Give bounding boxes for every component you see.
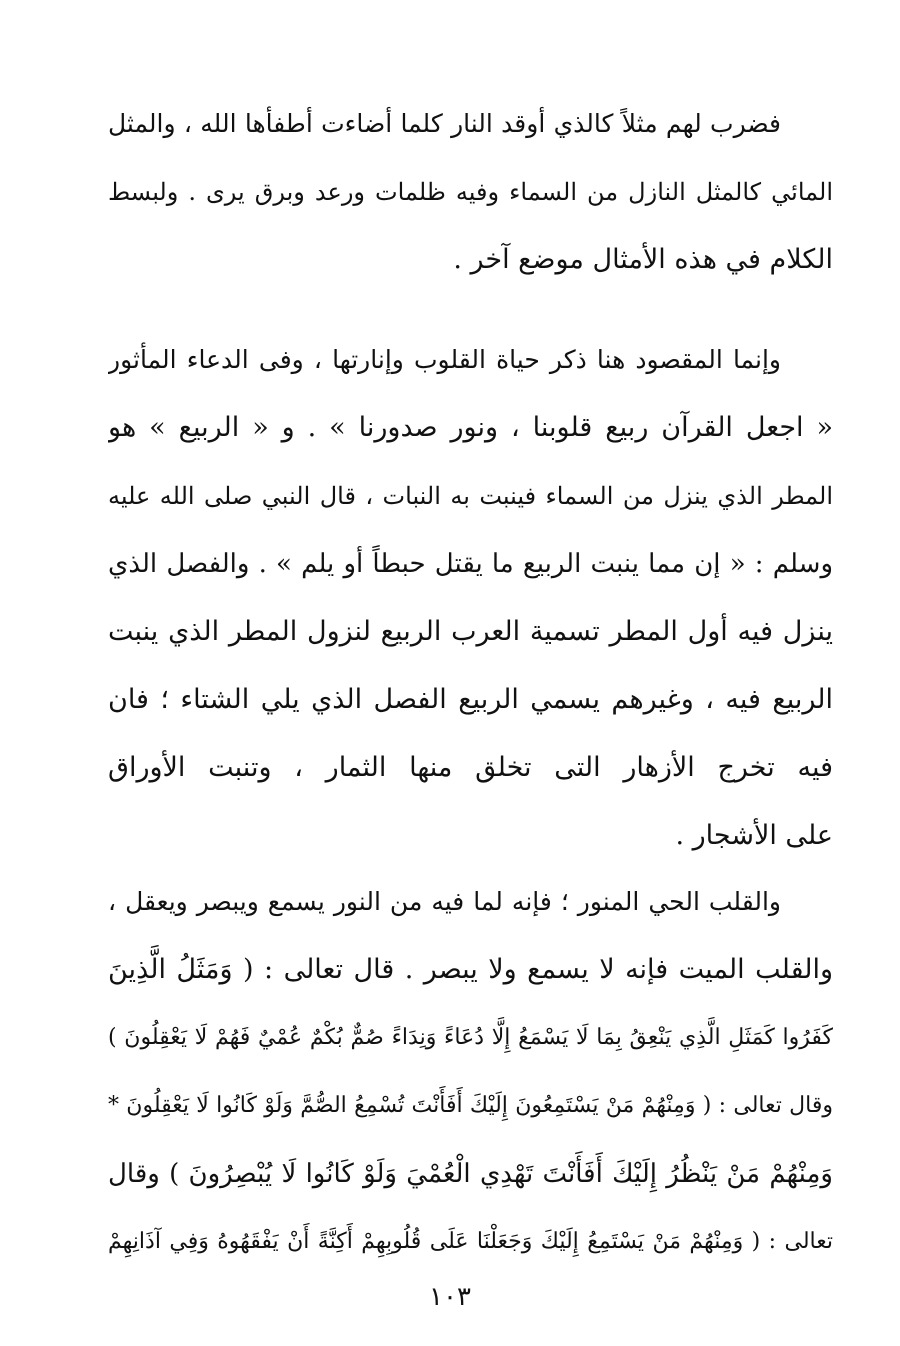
text-line: والقلب الحي المنور ؛ فإنه لما فيه من النور يسمع ويبصر ويعقل ، [108, 887, 781, 916]
text-line: الكلام في هذه الأمثال موضع آخر . [453, 244, 833, 275]
text-line: « اجعل القرآن ربيع قلوبنا ، ونور صدورنا » . و « الربيع » هو [108, 412, 833, 443]
quran-verse-line: وقال تعالى : ( وَمِنْهُمْ مَنْ يَسْتَمِعُونَ إِلَيْكَ أَفَأَنْتَ تُسْمِعُ الصُّمَّ وَلَوْ كَانُوا لَا يَعْقِلُونَ * [108, 1093, 833, 1118]
text-line: وإنما المقصود هنا ذكر حياة القلوب وإنارتها ، وفى الدعاء المأثور [108, 345, 781, 374]
text-line: على الأشجار . [675, 820, 833, 851]
quran-verse-line: كَفَرُوا كَمَثَلِ الَّذِي يَنْعِقُ بِمَا لَا يَسْمَعُ إِلَّا دُعَاءً وَنِدَاءً صُمٌّ بُكْمٌ عُمْيٌ فَهُمْ لَا يَعْقِلُونَ ) [108, 1025, 833, 1050]
text-line: فضرب لهم مثلاً كالذي أوقد النار كلما أضاءت أطفأها الله ، والمثل [108, 109, 781, 138]
quran-verse-line: وَمِنْهُمْ مَنْ يَنْظُرُ إِلَيْكَ أَفَأَنْتَ تَهْدِي الْعُمْيَ وَلَوْ كَانُوا لَا يُبْصِرُونَ ) وقال [108, 1159, 833, 1189]
text-line: المطر الذي ينزل من السماء فينبت به النبات ، قال النبي صلى الله عليه [108, 482, 833, 510]
text-line: والقلب الميت فإنه لا يسمع ولا يبصر . قال تعالى : ( وَمَثَلُ الَّذِينَ [108, 954, 833, 985]
text-line: وسلم : « إن مما ينبت الربيع ما يقتل حبطاً أو يلم » . والفصل الذي [108, 549, 833, 579]
text-line: ينزل فيه أول المطر تسمية العرب الربيع لنزول المطر الذي ينبت [108, 616, 833, 647]
text-line: الربيع فيه ، وغيرهم يسمي الربيع الفصل الذي يلي الشتاء ؛ فان [108, 684, 833, 715]
quran-verse-line: تعالى : ( وَمِنْهُمْ مَنْ يَسْتَمِعُ إِلَيْكَ وَجَعَلْنَا عَلَى قُلُوبِهِمْ أَكِنَّةً أَنْ يَفْقَهُوهُ وَفِي آذَانِهِمْ [108, 1229, 833, 1254]
paragraph-1 [108, 90, 833, 294]
text-line: فيه تخرج الأزهار التى تخلق منها الثمار ، وتنبت الأوراق [108, 752, 833, 783]
paragraph-3 [108, 868, 833, 1276]
page-number: ١٠٣ [429, 1282, 471, 1312]
paragraph-2 [108, 326, 833, 870]
text-line: المائي كالمثل النازل من السماء وفيه ظلمات ورعد وبرق يرى . ولبسط [108, 178, 833, 206]
